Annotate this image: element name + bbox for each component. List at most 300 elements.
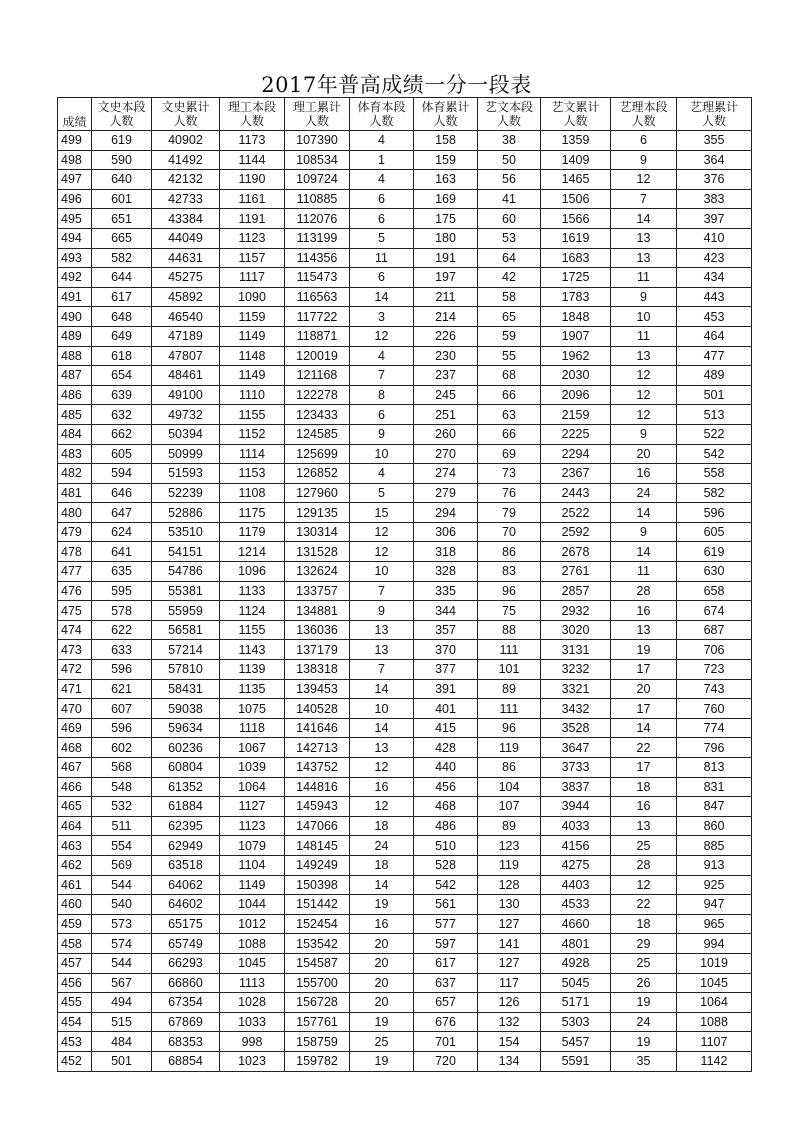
count-cell: 344: [414, 601, 478, 621]
count-cell: 157761: [285, 1012, 350, 1032]
count-cell: 318: [414, 542, 478, 562]
count-cell: 577: [414, 914, 478, 934]
count-cell: 637: [414, 973, 478, 993]
count-cell: 5: [350, 483, 414, 503]
score-cell: 472: [58, 660, 92, 680]
count-cell: 67354: [152, 993, 220, 1013]
count-cell: 66: [478, 385, 541, 405]
count-cell: 1161: [220, 189, 285, 209]
count-cell: 14: [611, 542, 677, 562]
score-cell: 483: [58, 444, 92, 464]
count-cell: 1848: [541, 307, 611, 327]
count-cell: 128: [478, 875, 541, 895]
count-cell: 109724: [285, 170, 350, 190]
count-cell: 2761: [541, 562, 611, 582]
count-cell: 116563: [285, 287, 350, 307]
count-cell: 11: [611, 562, 677, 582]
table-row: [58, 150, 752, 170]
table-row: [58, 914, 752, 934]
count-cell: 19: [611, 993, 677, 1013]
count-cell: 127: [478, 914, 541, 934]
count-cell: 151442: [285, 895, 350, 915]
table-row: [58, 307, 752, 327]
table-row: [58, 503, 752, 523]
score-cell: 467: [58, 758, 92, 778]
score-cell: 498: [58, 150, 92, 170]
count-cell: 1012: [220, 914, 285, 934]
count-cell: 1028: [220, 993, 285, 1013]
count-cell: 153542: [285, 934, 350, 954]
count-cell: 2857: [541, 581, 611, 601]
count-cell: 46540: [152, 307, 220, 327]
count-cell: 6: [350, 405, 414, 425]
count-cell: 139453: [285, 679, 350, 699]
count-cell: 561: [414, 895, 478, 915]
column-header: [414, 98, 478, 131]
count-cell: 44049: [152, 228, 220, 248]
count-cell: 13: [611, 816, 677, 836]
score-cell: 466: [58, 777, 92, 797]
count-cell: 175: [414, 209, 478, 229]
count-cell: 544: [92, 953, 152, 973]
count-cell: 5: [350, 228, 414, 248]
score-cell: 478: [58, 542, 92, 562]
count-cell: 118871: [285, 326, 350, 346]
count-cell: 1907: [541, 326, 611, 346]
score-cell: 497: [58, 170, 92, 190]
count-cell: 658: [677, 581, 752, 601]
score-cell: 487: [58, 366, 92, 386]
count-cell: 1023: [220, 1051, 285, 1071]
count-cell: 47189: [152, 326, 220, 346]
score-cell: 479: [58, 522, 92, 542]
count-cell: 12: [350, 326, 414, 346]
count-cell: 56581: [152, 620, 220, 640]
count-cell: 62949: [152, 836, 220, 856]
count-cell: 108534: [285, 150, 350, 170]
count-cell: 117: [478, 973, 541, 993]
count-cell: 355: [677, 131, 752, 151]
count-cell: 140528: [285, 699, 350, 719]
column-header-line1: 文史累计: [161, 100, 210, 114]
count-cell: 149249: [285, 855, 350, 875]
column-header-line2: 人数: [496, 114, 521, 128]
score-cell: 465: [58, 797, 92, 817]
count-cell: 7: [611, 189, 677, 209]
count-cell: 66293: [152, 953, 220, 973]
count-cell: 1619: [541, 228, 611, 248]
count-cell: 150398: [285, 875, 350, 895]
count-cell: 1962: [541, 346, 611, 366]
count-cell: 60804: [152, 758, 220, 778]
count-cell: 401: [414, 699, 478, 719]
count-cell: 607: [92, 699, 152, 719]
count-cell: 1039: [220, 758, 285, 778]
count-cell: 130: [478, 895, 541, 915]
score-cell: 474: [58, 620, 92, 640]
count-cell: 1465: [541, 170, 611, 190]
column-header-line2: 人数: [304, 114, 329, 128]
count-cell: 13: [350, 640, 414, 660]
table-row: [58, 287, 752, 307]
table-row: [58, 777, 752, 797]
table-row: [58, 581, 752, 601]
count-cell: 1214: [220, 542, 285, 562]
column-header-line1: 艺文累计: [551, 100, 600, 114]
count-cell: 1149: [220, 875, 285, 895]
count-cell: 554: [92, 836, 152, 856]
table-row: [58, 405, 752, 425]
count-cell: 511: [92, 816, 152, 836]
count-cell: 1148: [220, 346, 285, 366]
count-cell: 573: [92, 914, 152, 934]
table-row: [58, 131, 752, 151]
table-header: [58, 98, 752, 131]
count-cell: 66860: [152, 973, 220, 993]
table-row: [58, 895, 752, 915]
count-cell: 468: [414, 797, 478, 817]
count-cell: 1113: [220, 973, 285, 993]
count-cell: 52886: [152, 503, 220, 523]
count-cell: 20: [350, 993, 414, 1013]
count-cell: 1064: [220, 777, 285, 797]
score-cell: 496: [58, 189, 92, 209]
count-cell: 3: [350, 307, 414, 327]
count-cell: 774: [677, 718, 752, 738]
count-cell: 13: [350, 620, 414, 640]
score-cell: 495: [58, 209, 92, 229]
count-cell: 113199: [285, 228, 350, 248]
count-cell: 2225: [541, 424, 611, 444]
count-cell: 96: [478, 718, 541, 738]
score-cell: 471: [58, 679, 92, 699]
count-cell: 18: [350, 855, 414, 875]
column-header: [478, 98, 541, 131]
score-cell: 457: [58, 953, 92, 973]
count-cell: 55: [478, 346, 541, 366]
count-cell: 49732: [152, 405, 220, 425]
count-cell: 88: [478, 620, 541, 640]
count-cell: 191: [414, 248, 478, 268]
count-cell: 1096: [220, 562, 285, 582]
count-cell: 622: [92, 620, 152, 640]
count-cell: 1725: [541, 268, 611, 288]
column-header-line2: 人数: [173, 114, 198, 128]
count-cell: 18: [611, 914, 677, 934]
count-cell: 1152: [220, 424, 285, 444]
count-cell: 55381: [152, 581, 220, 601]
count-cell: 633: [92, 640, 152, 660]
count-cell: 143752: [285, 758, 350, 778]
count-cell: 12: [350, 758, 414, 778]
count-cell: 569: [92, 855, 152, 875]
count-cell: 370: [414, 640, 478, 660]
table-row: [58, 444, 752, 464]
count-cell: 124585: [285, 424, 350, 444]
count-cell: 145943: [285, 797, 350, 817]
column-header-line1: 体育累计: [421, 100, 470, 114]
count-cell: 4660: [541, 914, 611, 934]
count-cell: 674: [677, 601, 752, 621]
count-cell: 17: [611, 699, 677, 719]
table-row: [58, 170, 752, 190]
count-cell: 134: [478, 1051, 541, 1071]
column-header-line1: 艺理本段: [619, 100, 668, 114]
count-cell: 10: [350, 699, 414, 719]
score-cell: 490: [58, 307, 92, 327]
count-cell: 7: [350, 581, 414, 601]
count-cell: 1142: [677, 1051, 752, 1071]
count-cell: 646: [92, 483, 152, 503]
table-row: [58, 758, 752, 778]
count-cell: 639: [92, 385, 152, 405]
score-cell: 454: [58, 1012, 92, 1032]
count-cell: 582: [92, 248, 152, 268]
count-cell: 156728: [285, 993, 350, 1013]
count-cell: 410: [677, 228, 752, 248]
count-cell: 22: [611, 738, 677, 758]
count-cell: 568: [92, 758, 152, 778]
count-cell: 542: [414, 875, 478, 895]
count-cell: 144816: [285, 777, 350, 797]
count-cell: 423: [677, 248, 752, 268]
count-cell: 619: [677, 542, 752, 562]
count-cell: 44631: [152, 248, 220, 268]
count-cell: 796: [677, 738, 752, 758]
count-cell: 65749: [152, 934, 220, 954]
count-cell: 1143: [220, 640, 285, 660]
count-cell: 50: [478, 150, 541, 170]
count-cell: 115473: [285, 268, 350, 288]
column-header-line1: 理工本段: [227, 100, 276, 114]
score-distribution-table: [57, 97, 752, 1072]
count-cell: 1159: [220, 307, 285, 327]
table-row: [58, 718, 752, 738]
count-cell: 335: [414, 581, 478, 601]
count-cell: 42: [478, 268, 541, 288]
count-cell: 558: [677, 464, 752, 484]
count-cell: 53: [478, 228, 541, 248]
count-cell: 134881: [285, 601, 350, 621]
count-cell: 123: [478, 836, 541, 856]
count-cell: 542: [677, 444, 752, 464]
count-cell: 29: [611, 934, 677, 954]
count-cell: 131528: [285, 542, 350, 562]
count-cell: 154: [478, 1032, 541, 1052]
count-cell: 214: [414, 307, 478, 327]
count-cell: 464: [677, 326, 752, 346]
count-cell: 567: [92, 973, 152, 993]
count-cell: 1107: [677, 1032, 752, 1052]
count-cell: 4403: [541, 875, 611, 895]
count-cell: 1409: [541, 150, 611, 170]
count-cell: 486: [414, 816, 478, 836]
count-cell: 211: [414, 287, 478, 307]
count-cell: 56: [478, 170, 541, 190]
count-cell: 601: [92, 189, 152, 209]
count-cell: 494: [92, 993, 152, 1013]
count-cell: 453: [677, 307, 752, 327]
count-cell: 760: [677, 699, 752, 719]
count-cell: 1075: [220, 699, 285, 719]
count-cell: 19: [350, 1051, 414, 1071]
count-cell: 9: [350, 601, 414, 621]
count-cell: 998: [220, 1032, 285, 1052]
count-cell: 14: [350, 875, 414, 895]
count-cell: 14: [611, 503, 677, 523]
table-row: [58, 660, 752, 680]
count-cell: 158: [414, 131, 478, 151]
count-cell: 596: [677, 503, 752, 523]
column-header-line2: 成绩: [62, 115, 87, 129]
count-cell: 5591: [541, 1051, 611, 1071]
table-row: [58, 953, 752, 973]
count-cell: 1124: [220, 601, 285, 621]
table-row: [58, 640, 752, 660]
score-cell: 485: [58, 405, 92, 425]
count-cell: 657: [414, 993, 478, 1013]
count-cell: 1506: [541, 189, 611, 209]
count-cell: 676: [414, 1012, 478, 1032]
count-cell: 12: [611, 875, 677, 895]
count-cell: 1191: [220, 209, 285, 229]
count-cell: 22: [611, 895, 677, 915]
count-cell: 3020: [541, 620, 611, 640]
count-cell: 1: [350, 150, 414, 170]
count-cell: 3733: [541, 758, 611, 778]
count-cell: 73: [478, 464, 541, 484]
count-cell: 306: [414, 522, 478, 542]
count-cell: 197: [414, 268, 478, 288]
count-cell: 649: [92, 326, 152, 346]
count-cell: 25: [611, 836, 677, 856]
count-cell: 26: [611, 973, 677, 993]
count-cell: 4: [350, 464, 414, 484]
table-row: [58, 385, 752, 405]
count-cell: 1153: [220, 464, 285, 484]
count-cell: 4: [350, 170, 414, 190]
count-cell: 1118: [220, 718, 285, 738]
count-cell: 377: [414, 660, 478, 680]
count-cell: 17: [611, 758, 677, 778]
count-cell: 1359: [541, 131, 611, 151]
count-cell: 1566: [541, 209, 611, 229]
count-cell: 42733: [152, 189, 220, 209]
count-cell: 12: [350, 522, 414, 542]
count-cell: 114356: [285, 248, 350, 268]
table-row: [58, 522, 752, 542]
table-row: [58, 542, 752, 562]
count-cell: 582: [677, 483, 752, 503]
score-cell: 460: [58, 895, 92, 915]
column-header-line1: 文史本段: [97, 100, 146, 114]
count-cell: 364: [677, 150, 752, 170]
count-cell: 12: [611, 366, 677, 386]
count-cell: 1044: [220, 895, 285, 915]
count-cell: 328: [414, 562, 478, 582]
count-cell: 67869: [152, 1012, 220, 1032]
count-cell: 1175: [220, 503, 285, 523]
count-cell: 706: [677, 640, 752, 660]
count-cell: 28: [611, 855, 677, 875]
count-cell: 50394: [152, 424, 220, 444]
count-cell: 14: [350, 679, 414, 699]
count-cell: 1139: [220, 660, 285, 680]
count-cell: 45275: [152, 268, 220, 288]
count-cell: 274: [414, 464, 478, 484]
table-row: [58, 268, 752, 288]
count-cell: 18: [611, 777, 677, 797]
count-cell: 125699: [285, 444, 350, 464]
count-cell: 64062: [152, 875, 220, 895]
count-cell: 123433: [285, 405, 350, 425]
count-cell: 1133: [220, 581, 285, 601]
count-cell: 141: [478, 934, 541, 954]
count-cell: 1127: [220, 797, 285, 817]
count-cell: 65175: [152, 914, 220, 934]
count-cell: 647: [92, 503, 152, 523]
count-cell: 397: [677, 209, 752, 229]
count-cell: 20: [611, 679, 677, 699]
count-cell: 86: [478, 542, 541, 562]
count-cell: 994: [677, 934, 752, 954]
count-cell: 24: [611, 1012, 677, 1032]
score-cell: 494: [58, 228, 92, 248]
count-cell: 522: [677, 424, 752, 444]
column-header-line2: 人数: [369, 114, 394, 128]
count-cell: 544: [92, 875, 152, 895]
count-cell: 260: [414, 424, 478, 444]
count-cell: 13: [611, 620, 677, 640]
count-cell: 651: [92, 209, 152, 229]
score-cell: 486: [58, 385, 92, 405]
count-cell: 126: [478, 993, 541, 1013]
count-cell: 1110: [220, 385, 285, 405]
column-header: [611, 98, 677, 131]
count-cell: 57810: [152, 660, 220, 680]
count-cell: 644: [92, 268, 152, 288]
count-cell: 6: [611, 131, 677, 151]
count-cell: 96: [478, 581, 541, 601]
count-cell: 68: [478, 366, 541, 386]
count-cell: 1123: [220, 228, 285, 248]
count-cell: 13: [611, 228, 677, 248]
table-row: [58, 1051, 752, 1071]
count-cell: 79: [478, 503, 541, 523]
count-cell: 9: [350, 424, 414, 444]
count-cell: 120019: [285, 346, 350, 366]
count-cell: 58: [478, 287, 541, 307]
table-row: [58, 189, 752, 209]
count-cell: 4275: [541, 855, 611, 875]
count-cell: 64: [478, 248, 541, 268]
count-cell: 60: [478, 209, 541, 229]
count-cell: 532: [92, 797, 152, 817]
count-cell: 965: [677, 914, 752, 934]
count-cell: 148145: [285, 836, 350, 856]
count-cell: 55959: [152, 601, 220, 621]
count-cell: 2294: [541, 444, 611, 464]
count-cell: 111: [478, 699, 541, 719]
count-cell: 885: [677, 836, 752, 856]
count-cell: 17: [611, 660, 677, 680]
count-cell: 16: [350, 777, 414, 797]
count-cell: 270: [414, 444, 478, 464]
count-cell: 68854: [152, 1051, 220, 1071]
count-cell: 2443: [541, 483, 611, 503]
count-cell: 19: [611, 640, 677, 660]
count-cell: 1090: [220, 287, 285, 307]
